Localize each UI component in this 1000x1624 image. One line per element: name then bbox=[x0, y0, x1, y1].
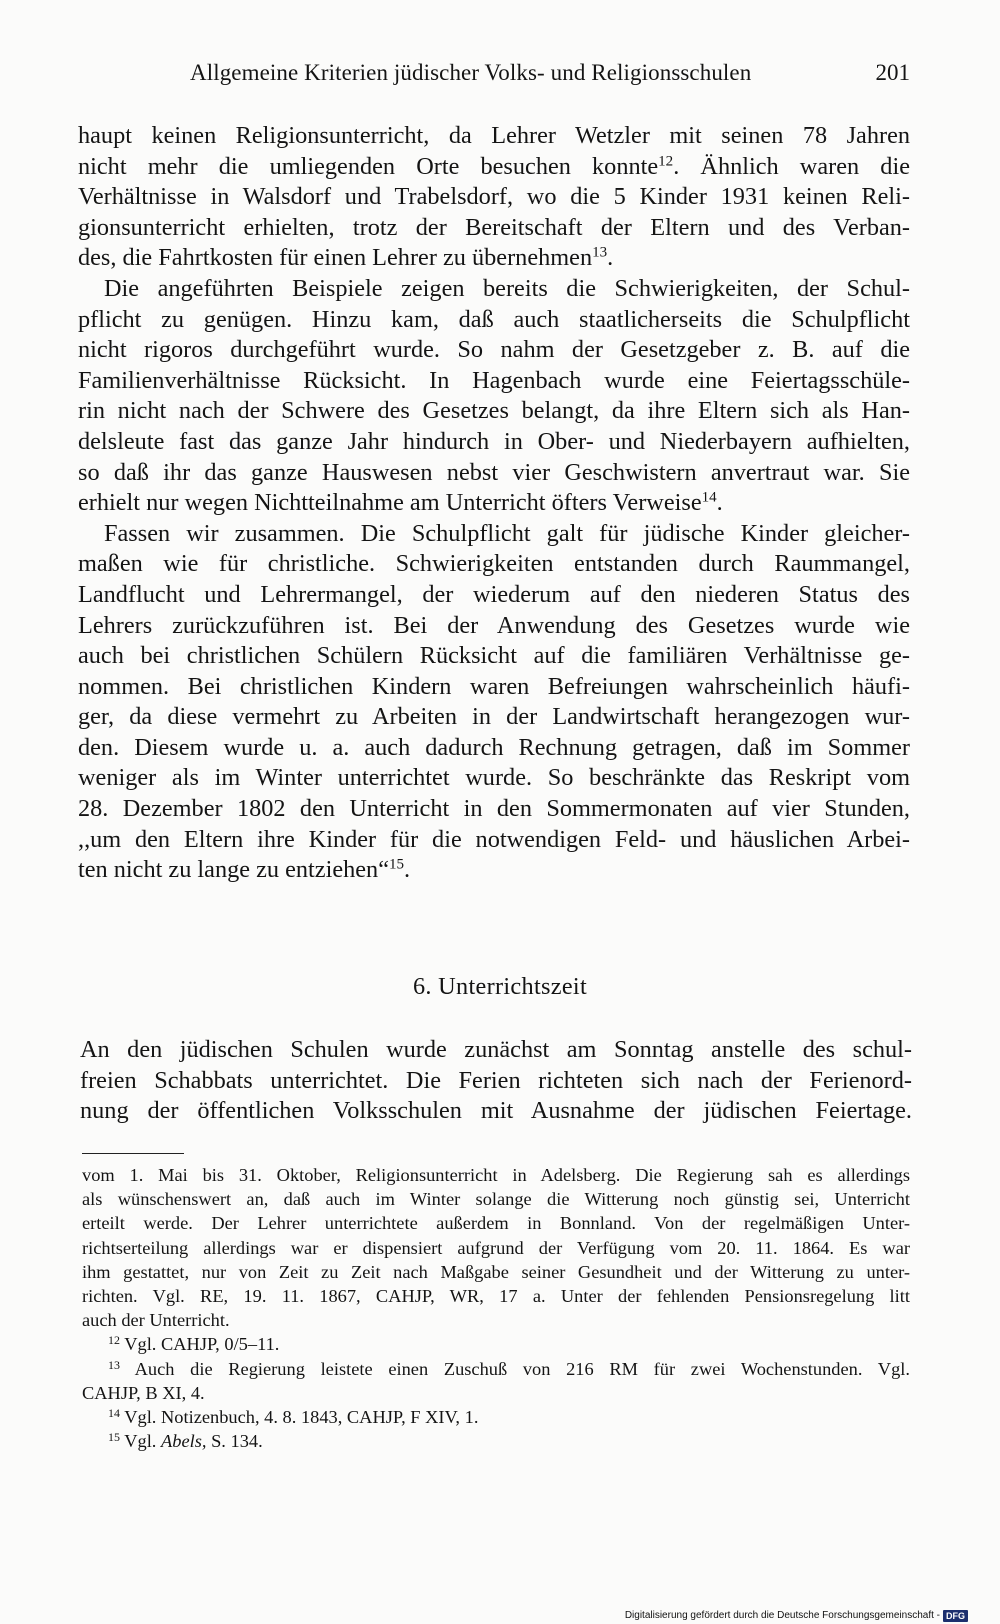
text-line: nicht mehr die umliegenden Orte besuchen konnte$^{12}$. Ähnlich waren die bbox=[78, 152, 910, 180]
dfg-logo: DFG bbox=[943, 1610, 968, 1622]
text-line: Verhältnisse in Walsdorf und Trabelsdorf, wo die 5 Kinder 1931 keinen Reli- bbox=[78, 183, 910, 211]
footnotes bbox=[82, 1163, 910, 1453]
running-title: Allgemeine Kriterien jüdischer Volks- und Religionsschulen bbox=[190, 60, 752, 85]
section-body bbox=[80, 1035, 912, 1127]
text-line: nommen. Bei christlichen Kindern waren Befreiungen wahrscheinlich häufi- bbox=[78, 672, 910, 700]
footnote-number: 14 bbox=[108, 1405, 120, 1420]
text-line: ten nicht zu lange zu entziehen“$^{15}$. bbox=[78, 856, 411, 884]
text-line: ,,um den Eltern ihre Kinder für die notwendigen Feld- und häuslichen Arbei- bbox=[78, 825, 910, 853]
text-line: erhielt nur wegen Nichtteilnahme am Unterricht öfters Verweise$^{14}$. bbox=[78, 489, 723, 517]
text-line: nung der öffentlichen Volksschulen mit Ausnahme der jüdischen Feiertage. bbox=[80, 1097, 912, 1125]
text-line: Fassen wir zusammen. Die Schulpflicht galt für jüdische Kinder gleicher- bbox=[104, 519, 910, 547]
footnote-line: auch der Unterricht. bbox=[82, 1310, 230, 1331]
footnote-number: 13 bbox=[108, 1357, 120, 1372]
footnote-line: erteilt werde. Der Lehrer unterrichtete außerdem in Bonnland. Von der regelmäßigen Unter- bbox=[82, 1213, 910, 1234]
section-heading: 6. Unterrichtszeit bbox=[412, 973, 588, 1000]
footnote-line: richtserteilung allerdings war er dispensiert aufgrund der Verfügung vom 20. 11. 1864. Es war bbox=[82, 1237, 910, 1258]
paragraph bbox=[78, 274, 910, 519]
text-line: Lehrers zurückzuführen ist. Bei der Anwendung des Gesetzes wurde wie bbox=[78, 611, 910, 639]
text-line: rin nicht nach der Schwere des Gesetzes belangt, da ihre Eltern sich als Han- bbox=[78, 397, 910, 425]
footnote-line: als wünschenswert an, daß auch im Winter solange die Witterung noch günstig sei, Unterricht bbox=[82, 1189, 910, 1210]
text-line: ger, da diese vermehrt zu Arbeiten in der Landwirtschaft herangezogen wur- bbox=[78, 703, 910, 731]
footnote-line: ihm gestattet, nur von Zeit zu Zeit nach Maßgabe seiner Gesundheit und der Witterung zu unter- bbox=[82, 1261, 910, 1282]
footnote-ref[interactable]: 14 bbox=[701, 489, 717, 506]
text-line: auch bei christlichen Schülern Rücksicht auf die familiären Verhältnisse ge- bbox=[78, 642, 910, 670]
text-line: weniger als im Winter unterrichtet wurde. So beschränkte das Reskript vom bbox=[78, 764, 910, 792]
footnote-line: $^{14}$ Vgl. Notizenbuch, 4. 8. 1843, CAHJP, F XIV, 1. bbox=[108, 1405, 479, 1427]
footnote-14 bbox=[82, 1405, 910, 1429]
footnote-line: $^{13}$ Auch die Regierung leistete einen Zuschuß von 216 RM für zwei Wochenstunden. Vgl. bbox=[108, 1357, 910, 1379]
text-line: An den jüdischen Schulen wurde zunächst am Sonntag anstelle des schul- bbox=[80, 1036, 912, 1063]
footnote-13 bbox=[82, 1357, 910, 1405]
text-line: delsleute fast das ganze Jahr hindurch in Ober- und Niederbayern aufhielten, bbox=[78, 427, 910, 455]
text-line: freien Schabbats unterrichtet. Die Ferien richteten sich nach der Ferienord- bbox=[80, 1066, 912, 1094]
footnote-line: vom 1. Mai bis 31. Oktober, Religionsunterricht in Adelsberg. Die Regierung sah es allerdings bbox=[82, 1165, 910, 1185]
text-line: gionsunterricht erhielten, trotz der Bereitschaft der Eltern und des Verban- bbox=[78, 213, 910, 241]
text-line: Die angeführten Beispiele zeigen bereits die Schwierigkeiten, der Schul- bbox=[104, 274, 910, 302]
text-line: Familienverhältnisse Rücksicht. In Hagenbach wurde eine Feiertagsschüle- bbox=[78, 366, 910, 394]
footnote-line: $^{15}$ Vgl. Abels, S. 134. bbox=[108, 1430, 263, 1452]
footnote-divider bbox=[82, 1153, 184, 1154]
credit-text: Digitalisierung gefördert durch die Deutsche Forschungsgemeinschaft - bbox=[624, 1610, 940, 1621]
text-line: des, die Fahrtkosten für einen Lehrer zu übernehmen$^{13}$. bbox=[78, 244, 614, 272]
body-text bbox=[78, 121, 910, 886]
text-line: maßen wie für christliche. Schwierigkeiten entstanden durch Raummangel, bbox=[78, 550, 910, 578]
footnote-15 bbox=[82, 1429, 910, 1453]
page-number: 201 bbox=[875, 60, 910, 85]
footnote-line: richten. Vgl. RE, 19. 11. 1867, CAHJP, WR, 17 a. Unter der fehlenden Pensionsregelung litt bbox=[82, 1285, 910, 1306]
footnote-number: 15 bbox=[108, 1430, 120, 1445]
footnote-ref[interactable]: 13 bbox=[592, 245, 608, 262]
author-name: Abels, bbox=[161, 1431, 207, 1452]
footnote-ref[interactable]: 12 bbox=[658, 153, 674, 170]
paragraph bbox=[78, 519, 910, 886]
text-line: Landflucht und Lehrermangel, der wiederum auf den niederen Status des bbox=[78, 580, 910, 608]
text-line: so daß ihr das ganze Hauswesen nebst vier Geschwistern anvertraut war. Sie bbox=[78, 458, 910, 486]
footnote-number: 12 bbox=[108, 1333, 120, 1348]
paragraph bbox=[78, 121, 910, 274]
digitization-credit bbox=[625, 1609, 968, 1622]
footnote-line: $^{12}$ Vgl. CAHJP, 0/5–11. bbox=[108, 1333, 280, 1355]
footnote-ref[interactable]: 15 bbox=[388, 856, 405, 873]
text-line: pflicht zu genügen. Hinzu kam, daß auch staatlicherseits die Schulpflicht bbox=[78, 305, 910, 333]
footnote-12 bbox=[82, 1332, 910, 1356]
text-line: den. Diesem wurde u. a. auch dadurch Rechnung getragen, daß im Sommer bbox=[78, 733, 910, 761]
text-line: 28. Dezember 1802 den Unterricht in den Sommermonaten auf vier Stunden, bbox=[78, 795, 910, 823]
footnote-continued bbox=[82, 1163, 910, 1332]
text-line: haupt keinen Religionsunterricht, da Lehrer Wetzler mit seinen 78 Jahren bbox=[78, 122, 910, 149]
text-line: nicht rigoros durchgeführt wurde. So nahm der Gesetzgeber z. B. auf die bbox=[78, 336, 910, 364]
footnote-line: CAHJP, B XI, 4. bbox=[82, 1382, 205, 1403]
